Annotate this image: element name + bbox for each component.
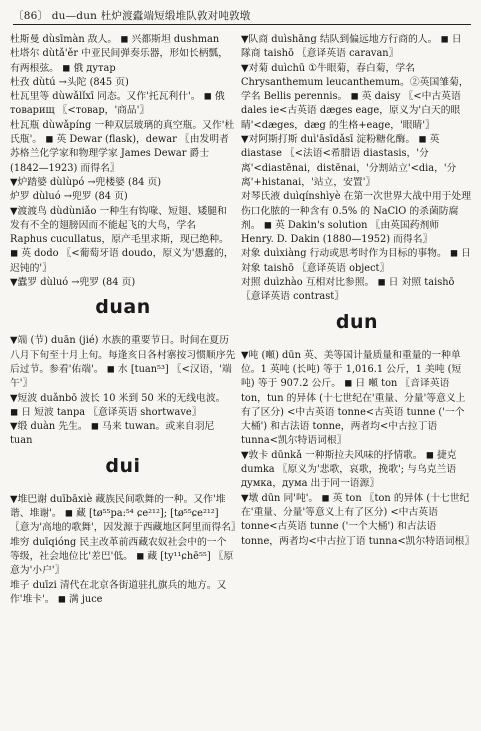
entry-group-du (10, 33, 236, 290)
dictionary-entry: ▼缎 duàn 先生。 ◼ 马来 tuwan。或来自羽尼 tuan (10, 421, 215, 447)
dictionary-entry: ▼对阿斯打斯 duì'āsīdǎsī 淀粉糖化酶。 ◼ 英 diastase 〖<法语<希腊语 diastasis，'分离'<diastēnai，distēnai，'分割站立'<dia，'分离'+histanai，'站立，安置'〗 (241, 134, 457, 188)
dictionary-entry: ▼炉踏婆 dùlùpó →兜楼婆 (84 页) (10, 176, 162, 188)
dictionary-entry: ▼端 (节) duān (jié) 水族的重要节日。时间在夏历八月下旬至十月上旬。每逢亥日各村寨按习惯顺序先后过节。参看'佑端'。 ◼ 水 [tuan⁵³] 〖<汉语，'端午'〗 (10, 335, 236, 390)
dictionary-entry: ▼堆巴谢 duībāxiè 藏族民间歌舞的一种。又作'堆谐、堆谢'。 ◼ 藏 [tø⁵⁵pa:⁵⁴ ɕe²¹²]; [tø⁵⁵ɕe²¹²] 〖意为'高地的歌舞'，因发源于西藏地区阿里而得名〗 (10, 493, 241, 534)
right-column (241, 33, 473, 723)
dictionary-entry: ▼渡渡鸟 dùdùniǎo 一种生有钩喙、短翅、矮腿和发有不全的翅膀因而不能起飞的大鸟，学名 Raphus cucullatus，原产毛里求斯，现已绝种。 ◼ 英 dodo 〖<葡萄牙语 doudo，原义为'愚蠢的，迟钝的'〗 (10, 205, 234, 274)
left-column (10, 33, 241, 723)
running-header: 〔86〕 du—dun 杜炉渡蠹端短缎堆队敦对吨敦墩 (13, 8, 471, 25)
entry-group-dui-cont (241, 33, 473, 305)
dictionary-entry: ▼短波 duǎnbō 波长 10 米到 50 米的无线电波。 ◼ 日 短波 tanpa 〖意译英语 shortwave〗 (10, 392, 226, 418)
section-heading-duan: duan (95, 296, 151, 319)
dictionary-entry: ▼敦卡 dūnkǎ 一种斯拉夫风味的抒情歌。 ◼ 捷克 dumka 〖原义为'悲歌，哀歌，挽歌'; 与乌克兰语 думка，дума 出于同一语源〗 (241, 449, 457, 490)
section-heading-dui: dui (105, 454, 141, 477)
dictionary-entry: ▼蠹罗 dùluó →兜罗 (84 页) (10, 277, 136, 289)
dictionary-entry: 杜斯曼 dùsīmàn 敌人。 ◼ 兴都斯坦 dushman (10, 34, 220, 45)
section-heading-dun: dun (335, 310, 379, 333)
entry-group-dun (241, 349, 473, 549)
dictionary-entry: 对照 duìzhào 互相对比参照。 ◼ 日 対照 taishō 〖意译英语 contrast〗 (241, 277, 455, 303)
dictionary-entry: 对象 duìxiàng 行动或思考时作为目标的事物。 ◼ 日 対象 taishō 〖意译英语 object〗 (241, 248, 471, 274)
dictionary-entry: 对琴氏液 duìqínshìyè 在第一次世界大战中用于处理伤口化脓的一种含有 0.5% 的 NaClO 的杀菌防腐剂。 ◼ 英 Dakin's solution 〖由英国药剂师 Henry. D. Dakin (1880—1952) 而得名〗 (241, 191, 472, 246)
dictionary-entry: ▼对菊 duìchū ①牛眼菊，春白菊，学名 Chrysanthemum leucanthemum。②英国雏菊，学名 Bellis perennis。 ◼ 英 daisy 〖<中古英语 dales ie<古英语 dæges eage，原义为'白天的眼睛'<dæges，dæg 的生格+eage，'眼睛'〗 (241, 62, 469, 131)
dictionary-entry: 杜瓦里等 dùwǎlǐxī 同态。又作'托瓦利什'。 ◼ 俄 товарищ 〖<товар，'商品'〗 (10, 91, 225, 117)
dictionary-entry: ▼队商 duìshāng 结队到偏远地方行商的人。 ◼ 日 隊商 taishō 〖意译英语 caravan〗 (241, 34, 462, 60)
dictionary-entry: ▼墩 dūn 同'吨'。 ◼ 英 ton 〖ton 的异体 (十七世纪在'重量、分量'等意义上有了区分) <中古英语 tonne<古英语 tunne ('一个大桶') 和古法语 tonne，两者均<中古拉丁语 tunna<凯尔特语词根〗 (241, 492, 475, 547)
dictionary-entry: 杜塔尔 dùtǎ'ěr 中亚民间弹奏乐器，形如长柄瓢，有两根弦。 ◼ 俄 дутар (10, 48, 229, 74)
entry-group-duan (10, 334, 236, 448)
dictionary-entry: 杜孜 dùtú →头陀 (845 页) (10, 76, 129, 88)
dictionary-entry: 堆子 duīzi 清代在北京各街道驻扎旗兵的地方。又作'堆卡'。 ◼ 满 juce (10, 579, 227, 605)
dictionary-entry: 杜瓦瓶 dùwǎpíng 一种双层玻璃的真空瓶。又作'杜氏瓶'。 ◼ 英 Dewar (flask)，dewar 〖由发明者苏格兰化学家和物理学家 James Dewar 爵士 (1842—1923) 而得名〗 (10, 119, 235, 174)
dictionary-entry: ▼吨 (噸) dūn 英、美等国计量质量和重量的一种单位。1 英吨 (长吨) 等于 1,016.1 公斤，1 美吨 (短吨) 等于 907.2 公斤。 ◼ 日 噸 ton 〖音译英语 ton，tun 的异体 (十七世纪在'重量、分量'等意义上有了区分) <中古英语 tonne<古英语 tunne ('一个大桶') 和古法语 tonne，两者均<中古拉丁语 tunna<凯尔特语词根〗 (241, 349, 466, 447)
dictionary-entry: 堆穷 duīqióng 民主改革前西藏农奴社会中的一个等级，社会地位比'差巴'低。 ◼ 藏 [ty¹¹ɕhē⁵⁵] 〖原意为'小户'〗 (10, 536, 234, 577)
entry-group-dui (10, 493, 241, 607)
dictionary-entry: 炉罗 dùluó →兜罗 (84 页) (10, 191, 128, 203)
